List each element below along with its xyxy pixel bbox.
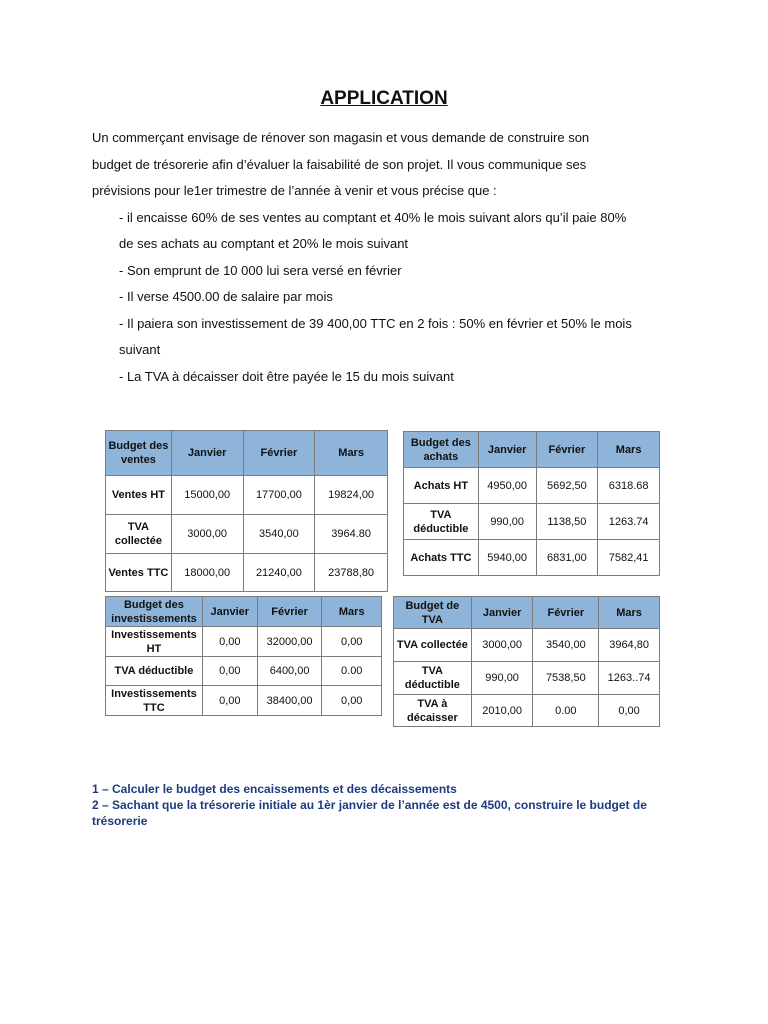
- row-label: TVA à décaisser: [394, 695, 472, 727]
- table-cell: 3964,80: [599, 629, 660, 662]
- table-cell: 15000,00: [171, 476, 243, 515]
- table-cell: 1263.74: [598, 504, 660, 540]
- table-header-cell: Mars: [315, 431, 388, 476]
- table-header-cell: Mars: [598, 432, 660, 468]
- table-cell: 2010,00: [471, 695, 533, 727]
- question-2: 2 – Sachant que la trésorerie initiale au 1èr janvier de l’année est de 4500, construire le budget de trésorerie: [92, 798, 647, 828]
- bullet-dash: -: [119, 368, 127, 384]
- table-cell: 0,00: [202, 627, 257, 657]
- table-cell: 6831,00: [536, 540, 598, 576]
- table-header-cell: Février: [533, 597, 599, 629]
- table-header-cell: Février: [257, 597, 322, 627]
- row-label: TVA déductible: [394, 662, 472, 695]
- table-cell: 6400,00: [257, 657, 322, 686]
- row-label: TVA collectée: [394, 629, 472, 662]
- table-cell: 3964.80: [315, 515, 388, 554]
- intro-text: [92, 125, 692, 390]
- row-label: Investissements TTC: [106, 686, 203, 716]
- table-cell: 7538,50: [533, 662, 599, 695]
- bullet-item: [92, 258, 692, 285]
- table-cell: 0.00: [533, 695, 599, 727]
- table-row: [106, 627, 382, 657]
- questions: [92, 781, 692, 829]
- table-cell: 0,00: [202, 686, 257, 716]
- row-label: Ventes TTC: [106, 554, 172, 592]
- row-label: TVA déductible: [404, 504, 479, 540]
- table-budget-tva: [393, 596, 660, 727]
- table-cell: 0,00: [322, 627, 382, 657]
- bullet-text: Il paiera son investissement de 39 400,00 TTC en 2 fois : 50% en février et 50% le mois: [126, 315, 632, 331]
- table-row: [106, 554, 388, 592]
- table-budget-investissements: [105, 596, 382, 716]
- table-cell: 23788,80: [315, 554, 388, 592]
- document-title: APPLICATION: [320, 88, 448, 109]
- table-cell: 1138,50: [536, 504, 598, 540]
- table-header-cell: Février: [243, 431, 315, 476]
- table-header-cell: Janvier: [171, 431, 243, 476]
- table-cell: 3000,00: [471, 629, 533, 662]
- table-cell: 3540,00: [533, 629, 599, 662]
- table-header-cell: Budget des investissements: [106, 597, 203, 627]
- row-label: Achats TTC: [404, 540, 479, 576]
- table-header-cell: Janvier: [471, 597, 533, 629]
- table-cell: 0,00: [202, 657, 257, 686]
- table-cell: 19824,00: [315, 476, 388, 515]
- intro-line: Un commerçant envisage de rénover son magasin et vous demande de construire son: [92, 130, 590, 145]
- table-cell: 6318.68: [598, 468, 660, 504]
- table-cell: 38400,00: [257, 686, 322, 716]
- table-cell: 3540,00: [243, 515, 315, 554]
- table-row: [106, 657, 382, 686]
- bullet-item: [92, 311, 692, 338]
- table-row: [394, 695, 660, 727]
- table-cell: 3000,00: [171, 515, 243, 554]
- table-header-cell: Janvier: [478, 432, 536, 468]
- row-label: Investissements HT: [106, 627, 203, 657]
- table-row: [394, 629, 660, 662]
- bullet-item: [92, 205, 692, 232]
- table-cell: 17700,00: [243, 476, 315, 515]
- table-cell: 990,00: [478, 504, 536, 540]
- table-row: [106, 686, 382, 716]
- table-header-cell: Mars: [322, 597, 382, 627]
- bullet-text: Son emprunt de 10 000 lui sera versé en février: [126, 262, 402, 278]
- table-header-cell: Mars: [599, 597, 660, 629]
- table-row: [404, 540, 660, 576]
- table-cell: 5692,50: [536, 468, 598, 504]
- bullet-continuation: de ses achats au comptant et 20% le mois suivant: [119, 236, 409, 251]
- bullet-text: La TVA à décaisser doit être payée le 15 du mois suivant: [126, 368, 454, 384]
- table-header-cell: Budget des achats: [404, 432, 479, 468]
- bullet-item: [92, 364, 692, 391]
- table-cell: 5940,00: [478, 540, 536, 576]
- bullet-item: [92, 284, 692, 311]
- table-cell: 0,00: [599, 695, 660, 727]
- table-header-cell: Janvier: [202, 597, 257, 627]
- bullet-dash: -: [119, 289, 127, 304]
- row-label: Achats HT: [404, 468, 479, 504]
- table-row: [404, 504, 660, 540]
- table-header-cell: Février: [536, 432, 598, 468]
- table-budget-achats: [403, 431, 660, 576]
- table-row: [106, 515, 388, 554]
- row-label: TVA déductible: [106, 657, 203, 686]
- question-1: 1 – Calculer le budget des encaissements et des décaissements: [92, 782, 457, 796]
- bullet-continuation: suivant: [119, 342, 161, 357]
- table-cell: 1263..74: [599, 662, 660, 695]
- table-row: [394, 662, 660, 695]
- table-row: [106, 476, 388, 515]
- row-label: Ventes HT: [106, 476, 172, 515]
- table-cell: 0.00: [322, 657, 382, 686]
- table-header-cell: Budget de TVA: [394, 597, 472, 629]
- table-header-cell: Budget des ventes: [106, 431, 172, 476]
- table-cell: 18000,00: [171, 554, 243, 592]
- table-cell: 0,00: [322, 686, 382, 716]
- bullet-dash: -: [119, 209, 127, 225]
- table-cell: 990,00: [471, 662, 533, 695]
- table-cell: 7582,41: [598, 540, 660, 576]
- intro-line: budget de trésorerie afin d’évaluer la faisabilité de son projet. Il vous communique ses: [92, 156, 587, 172]
- table-cell: 32000,00: [257, 627, 322, 657]
- bullet-dash: -: [119, 262, 127, 278]
- row-label: TVA collectée: [106, 515, 172, 554]
- table-row: [404, 468, 660, 504]
- bullet-dash: -: [119, 315, 127, 331]
- table-cell: 21240,00: [243, 554, 315, 592]
- bullet-text: Il verse 4500.00 de salaire par mois: [126, 289, 333, 304]
- table-budget-ventes: [105, 430, 388, 592]
- bullet-text: il encaisse 60% de ses ventes au comptant et 40% le mois suivant alors qu’il paie 80%: [126, 209, 627, 225]
- intro-line: prévisions pour le1er trimestre de l’année à venir et vous précise que :: [92, 183, 497, 198]
- table-cell: 4950,00: [478, 468, 536, 504]
